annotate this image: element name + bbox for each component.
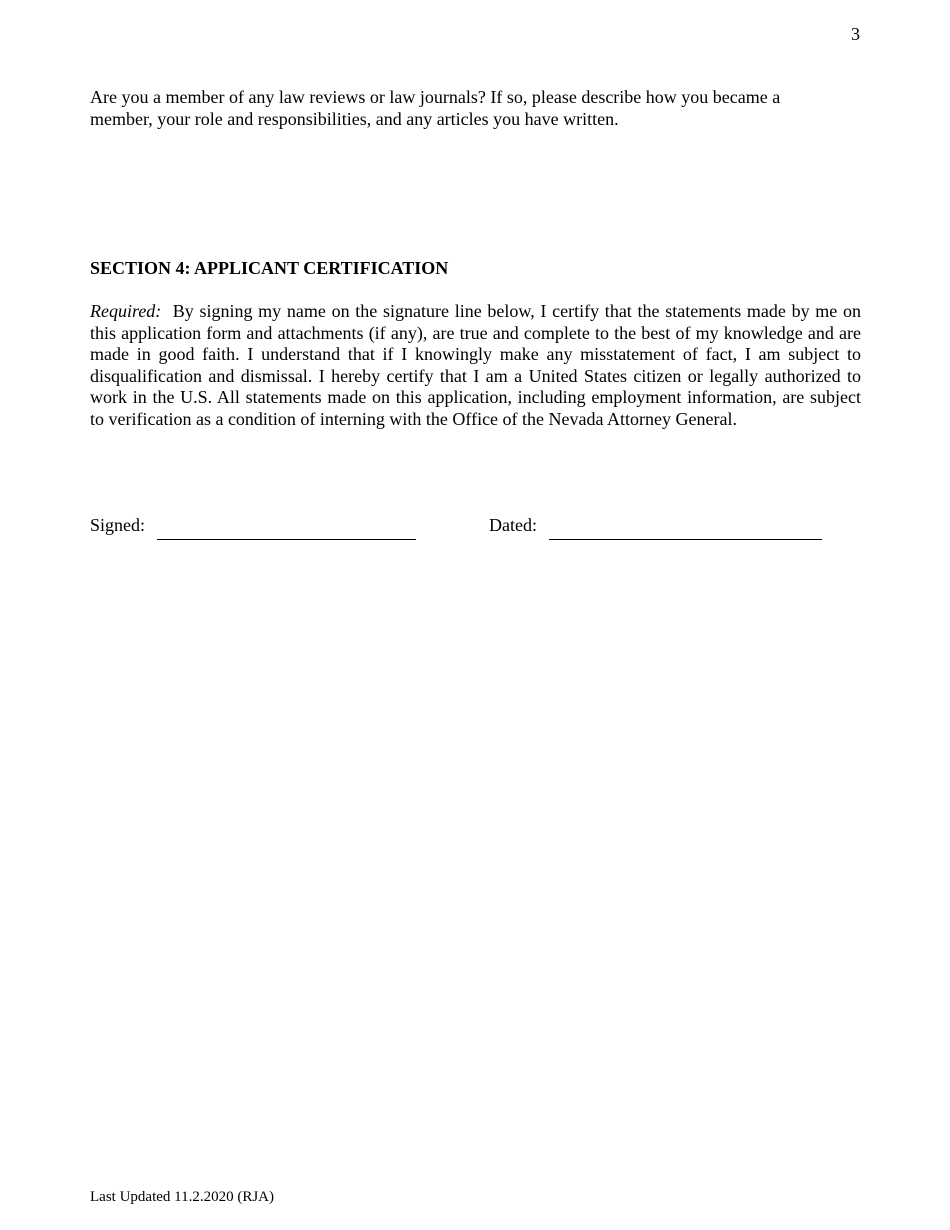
footer-last-updated: Last Updated 11.2.2020 (RJA) (90, 1189, 274, 1205)
law-review-question: Are you a member of any law reviews or law journals? If so, please describe how you became a member, your role and responsibilities, and any articles you have written. (90, 87, 781, 129)
certification-paragraph (90, 301, 861, 430)
dated-field (489, 515, 822, 536)
signed-label: Signed: (90, 515, 146, 535)
signed-field (90, 515, 416, 536)
date-line[interactable] (549, 521, 822, 540)
certification-text: By signing my name on the signature line below, I certify that the statements made by me on this application form and attachments (if any), are true and complete to the best of my knowledge and are made in good faith. I understand that if I knowingly make any misstatement of fact, I am subject to disqualification and dismissal. I hereby certify that I am a United States citizen or legally authorized to work in the U.S. All statements made on this application, including employment information, are subject to verification as a condition of interning with the Office of the Nevada Attorney General. (90, 301, 862, 429)
dated-label: Dated: (489, 515, 537, 535)
required-label: Required: (90, 301, 162, 321)
page-number: 3 (851, 24, 860, 44)
section-heading: SECTION 4: APPLICANT CERTIFICATION (90, 258, 449, 278)
signature-line[interactable] (157, 521, 416, 540)
